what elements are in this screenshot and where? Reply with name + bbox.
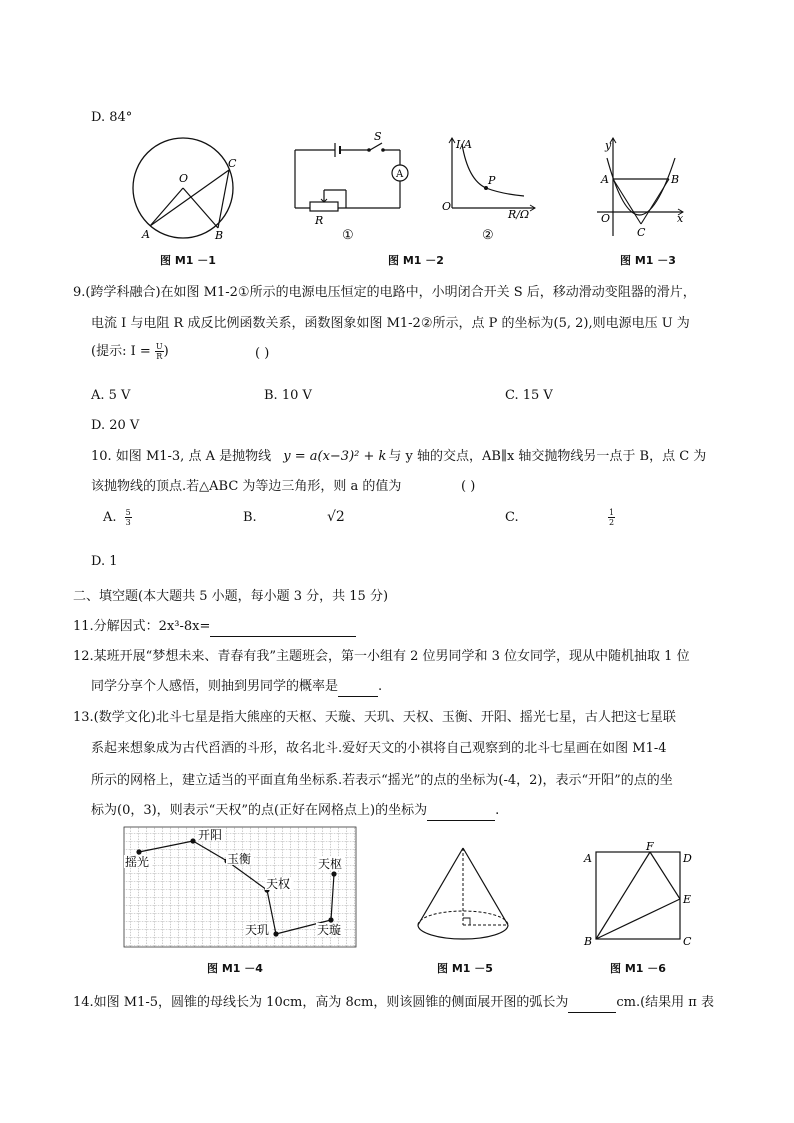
circle-diagram <box>130 135 240 245</box>
label-a: A <box>142 228 150 241</box>
q10-option-b-value: √2 <box>327 509 345 525</box>
label-o: O <box>179 172 189 185</box>
caption-m1-6: 图 M1 －6 <box>610 962 666 975</box>
q13-line-3: 所示的网格上，建立适当的平面直角坐标系.若表示“摇光”的点的坐标为(-4，2)，表示“开阳”的点的坐 <box>91 773 673 788</box>
star-tianji: 天玑 <box>245 923 270 937</box>
q10-option-c-den: 2 <box>609 518 615 527</box>
figure-m1-3 <box>593 132 693 248</box>
q10-suffix: 与 y 轴的交点，AB∥x 轴交抛物线另一点于 B，点 C 为 <box>388 449 707 464</box>
q9-hint-suffix: ) <box>163 344 169 359</box>
q9-option-a: A. 5 V <box>91 388 131 403</box>
q12-line-1: 12.某班开展“梦想未来、青春有我”主题班会，第一小组有 2 位男同学和 3 位女同学，现从中随机抽取 1 位 <box>73 649 690 664</box>
q10-option-d: D. 1 <box>91 554 118 569</box>
switch-label: S <box>374 130 382 143</box>
label-b: B <box>584 935 593 948</box>
figure-m1-6 <box>580 842 700 956</box>
square-diagram <box>580 842 700 952</box>
figure-m1-1 <box>130 135 240 249</box>
q10-prefix: 10. 如图 M1-3, 点 A 是抛物线 <box>91 449 272 464</box>
label-e: E <box>683 893 692 906</box>
label-f: F <box>646 842 654 853</box>
q13-line-4-end: . <box>495 803 500 818</box>
q10-option-c-label: C. <box>505 510 519 525</box>
q9-option-d: D. 20 V <box>91 418 140 433</box>
cone-diagram <box>410 842 520 952</box>
q13-line-1: 13.(数学文化)北斗七星是指大熊座的天枢、天璇、天玑、天权、玉衡、开阳、摇光七星，古人把这七星联 <box>73 710 676 725</box>
label-c: C <box>683 935 692 948</box>
label-c: C <box>637 226 646 239</box>
q10-line-2: 该抛物线的顶点.若△ABC 为等边三角形，则 a 的值为 <box>91 479 402 494</box>
q9-hint-num: U <box>155 342 163 351</box>
q10-option-a-label: A. <box>103 510 117 525</box>
q10-line-1 <box>91 447 706 467</box>
q9-hint-prefix: (提示: I = <box>91 344 151 359</box>
q9-hint-fraction <box>155 342 164 361</box>
q12-line-2-end: . <box>378 679 383 694</box>
q9-hint <box>91 342 169 362</box>
q10-option-b-label: B. <box>243 510 257 525</box>
q12-line-2 <box>91 677 382 697</box>
ammeter-label: A <box>396 169 404 180</box>
star-yuheng: 玉衡 <box>227 852 252 866</box>
q12-answer-blank[interactable] <box>338 682 378 697</box>
point-p: P <box>488 174 496 187</box>
subfigure-2: ② <box>482 228 494 242</box>
caption-m1-4: 图 M1 －4 <box>207 962 263 975</box>
resistor-label: R <box>315 214 324 227</box>
q10-option-c-num: 1 <box>609 508 615 517</box>
caption-m1-1: 图 M1 －1 <box>160 254 216 267</box>
caption-m1-3: 图 M1 －3 <box>620 254 676 267</box>
label-c: C <box>228 157 237 170</box>
q9-option-b: B. 10 V <box>264 388 312 403</box>
q9-line-2: 电流 I 与电阻 R 成反比例函数关系，函数图象如图 M1-2②所示，点 P 的坐标为(5, 2),则电源电压 U 为 <box>91 316 690 331</box>
q14-text: 14.如图 M1-5，圆锥的母线长为 10cm，高为 8cm，则该圆锥的侧面展开图的弧长为 <box>73 995 569 1010</box>
q9-line-1: 9.(跨学科融合)在如图 M1-2①所示的电源电压恒定的电路中，小明闭合开关 S 后，移动滑动变阻器的滑片， <box>73 285 696 300</box>
label-a: A <box>601 173 609 186</box>
label-b: B <box>671 173 680 186</box>
q14-end: cm.(结果用 π 表 <box>616 995 714 1010</box>
q13-line-4 <box>91 801 499 821</box>
label-d: D <box>683 852 692 865</box>
q10-answer-paren: ( ) <box>461 479 476 494</box>
q10-option-a-num: 5 <box>125 508 131 517</box>
q10-formula: y = a(x−3)² + k <box>283 449 387 464</box>
parabola-diagram <box>593 132 693 244</box>
q14 <box>73 993 714 1013</box>
x-label: x <box>677 212 684 225</box>
q9-hint-den: R <box>156 352 163 361</box>
big-dipper-grid <box>122 825 358 949</box>
circuit-diagram <box>290 128 410 243</box>
q9-option-c: C. 15 V <box>505 388 553 403</box>
star-yaoguang: 摇光 <box>125 855 150 869</box>
label-a: A <box>584 852 592 865</box>
q11-answer-blank[interactable] <box>210 622 356 637</box>
figure-m1-4 <box>122 825 358 953</box>
section-2-heading: 二、填空题(本大题共 5 小题，每小题 3 分，共 15 分) <box>73 589 389 604</box>
origin-label: O <box>601 212 611 225</box>
star-tianshu: 天枢 <box>318 857 343 871</box>
caption-m1-5: 图 M1 －5 <box>437 962 493 975</box>
q13-line-2: 系起来想象成为古代舀酒的斗形，故名北斗.爱好天文的小祺将自己观察到的北斗七星画在如图 M1-4 <box>91 741 667 756</box>
figure-m1-5 <box>410 842 520 956</box>
label-b: B <box>215 229 224 242</box>
q10-option-a-den: 3 <box>125 518 131 527</box>
caption-m1-2: 图 M1 －2 <box>388 254 444 267</box>
q10-option-a-fraction <box>125 508 132 527</box>
q13-line-4-text: 标为(0，3)，则表示“天权”的点(正好在网格点上)的坐标为 <box>91 803 428 818</box>
q14-answer-blank[interactable] <box>568 998 616 1013</box>
q12-line-2-text: 同学分享个人感悟，则抽到男同学的概率是 <box>91 679 339 694</box>
y-axis-label: I/A <box>456 138 472 151</box>
q13-answer-blank[interactable] <box>427 806 495 821</box>
q11 <box>73 617 356 637</box>
y-label: y <box>605 139 612 152</box>
q11-text: 11.分解因式：2x³-8x= <box>73 619 211 634</box>
origin-label: O <box>442 200 452 213</box>
q9-answer-paren: ( ) <box>255 346 270 361</box>
subfigure-1: ① <box>342 228 354 243</box>
x-axis-label: R/Ω <box>508 208 530 221</box>
star-tianxuan: 天璇 <box>317 923 342 937</box>
figure-m1-2-circuit <box>290 128 410 247</box>
star-kaiyang: 开阳 <box>198 828 223 842</box>
q10-option-a <box>103 508 132 528</box>
inverse-graph <box>440 132 540 242</box>
q10-option-c-fraction <box>608 508 615 527</box>
star-tianquan: 天权 <box>266 877 291 891</box>
q10-option-c-value <box>608 508 615 528</box>
q8-option-d: D. 84° <box>91 110 133 125</box>
figure-m1-2-graph <box>440 132 540 246</box>
